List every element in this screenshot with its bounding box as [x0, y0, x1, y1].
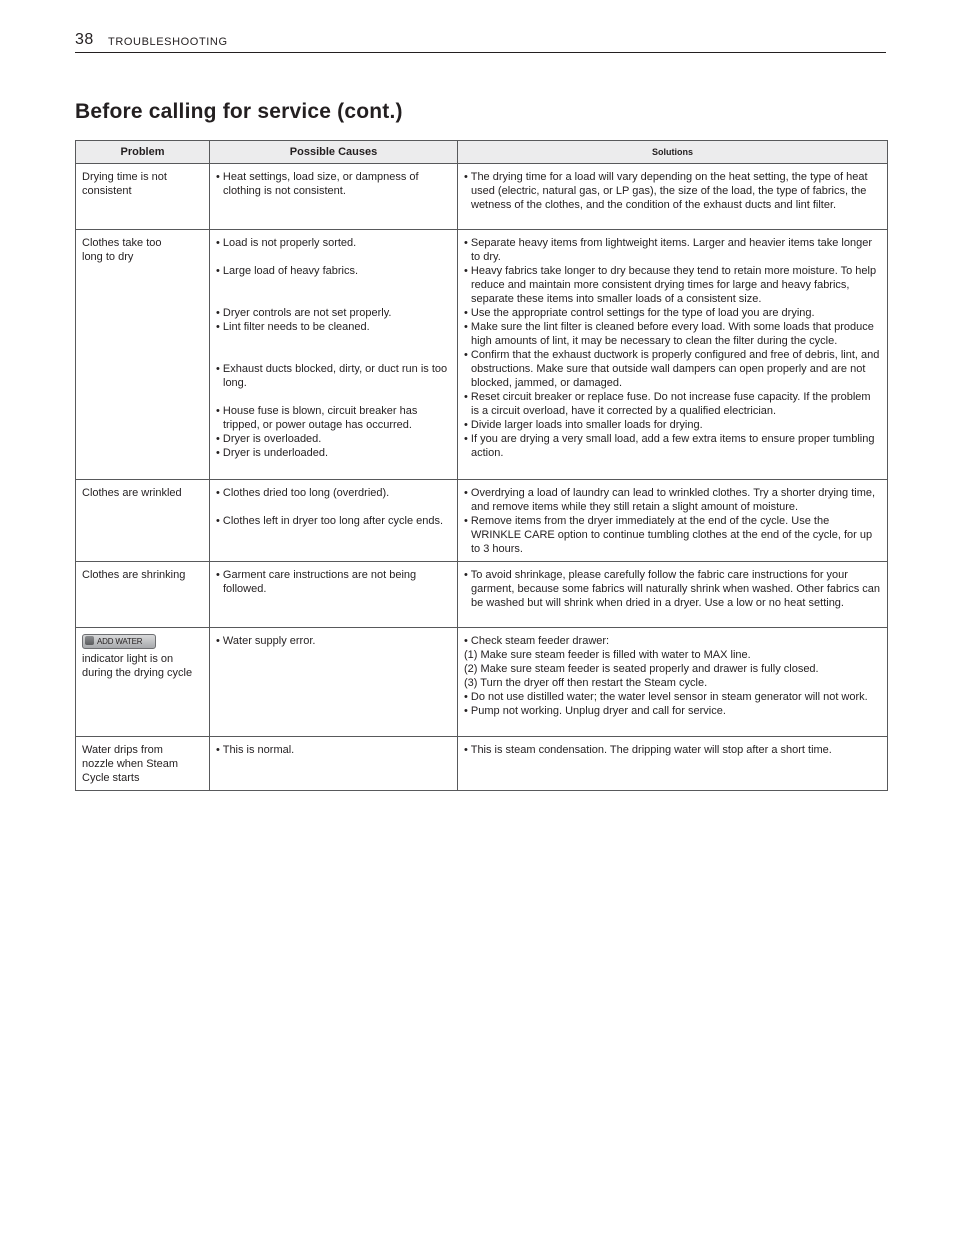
table-row	[76, 562, 888, 628]
solutions-cell	[458, 737, 888, 791]
problem-text: nozzle when Steam	[82, 758, 178, 770]
problem-text: Cycle starts	[82, 772, 140, 784]
solution-item: • If you are drying a very small load, add a few extra items to ensure proper tumbling action.	[464, 433, 875, 459]
cause-item: • Dryer is overloaded.	[216, 433, 322, 445]
solutions-cell	[458, 230, 888, 480]
cause-item: • Garment care instructions are not being followed.	[216, 569, 417, 595]
solution-item: • Reset circuit breaker or replace fuse. Do not increase fuse capacity. If the problem is a circuit overload, have it corrected by a qualified electrician.	[464, 391, 871, 417]
solutions-cell	[458, 562, 888, 628]
causes-cell	[210, 230, 458, 480]
problem-text: Drying time is not consistent	[82, 171, 167, 197]
solution-item: • Heavy fabrics take longer to dry because they tend to retain more moisture. To help reduce and maintain more consistent drying times for large and heavy fabrics, separate these items into smaller loads of a consistent size.	[464, 265, 877, 305]
solution-step: (2) Make sure steam feeder is seated properly and drawer is fully closed.	[464, 663, 819, 675]
problem-text: Water drips from	[82, 744, 163, 756]
solution-item: • Divide larger loads into smaller loads for drying.	[464, 419, 703, 431]
cause-item: • Large load of heavy fabrics.	[216, 265, 359, 277]
cause-item: • Exhaust ducts blocked, dirty, or duct run is too long.	[216, 363, 448, 389]
solution-item: • Overdrying a load of laundry can lead to wrinkled clothes. Try a shorter drying time, and remove items while they still retain a slight amount of moisture.	[464, 487, 876, 513]
causes-cell	[210, 737, 458, 791]
solution-item: • Do not use distilled water; the water level sensor in steam generator will not work.	[464, 691, 868, 703]
table-row	[76, 480, 888, 562]
solution-item: • Use the appropriate control settings for the type of load you are drying.	[464, 307, 815, 319]
problem-text: Clothes are wrinkled	[82, 487, 182, 499]
problem-cell	[76, 737, 210, 791]
cause-item: • Dryer is underloaded.	[216, 447, 329, 459]
problem-cell	[76, 164, 210, 230]
solutions-cell	[458, 480, 888, 562]
cause-item: • Dryer controls are not set properly.	[216, 307, 392, 319]
cause-item: • Clothes dried too long (overdried).	[216, 487, 390, 499]
problem-cell	[76, 562, 210, 628]
solution-item: • Separate heavy items from lightweight items. Larger and heavier items take longer to dry.	[464, 237, 873, 263]
cause-item: • Load is not properly sorted.	[216, 237, 357, 249]
causes-cell	[210, 480, 458, 562]
add-water-label: ADD WATER	[97, 637, 143, 646]
solution-step: (1) Make sure steam feeder is filled with water to MAX line.	[464, 649, 751, 661]
causes-cell	[210, 164, 458, 230]
solutions-cell	[458, 164, 888, 230]
add-water-indicator-icon	[82, 634, 156, 649]
causes-cell	[210, 628, 458, 737]
causes-cell	[210, 562, 458, 628]
cause-item: • Water supply error.	[216, 635, 316, 647]
troubleshooting-table	[75, 140, 888, 791]
solution-item: • Remove items from the dryer immediately at the end of the cycle. Use the WRINKLE CARE option to continue tumbling clothes at the end of the cycle, for up to 3 hours.	[464, 515, 873, 555]
problem-cell	[76, 628, 210, 737]
solution-item: • The drying time for a load will vary depending on the heat setting, the type of heat used (electric, natural gas, or LP gas), the size of the load, the type of fabrics, the wetness of the clothes, and the condition of the exhaust ducts and lint filter.	[464, 171, 868, 211]
column-header-solutions: Solutions	[458, 141, 888, 164]
page-number: 38	[75, 31, 94, 48]
cause-item: • House fuse is blown, circuit breaker has tripped, or power outage has occurred.	[216, 405, 418, 431]
solution-item: • Pump not working. Unplug dryer and call for service.	[464, 705, 726, 717]
solution-item: • Check steam feeder drawer:	[464, 635, 610, 647]
page-title: Before calling for service (cont.)	[75, 100, 403, 123]
problem-cell	[76, 480, 210, 562]
section-label: TROUBLESHOOTING	[108, 36, 228, 48]
cause-item: • Heat settings, load size, or dampness of clothing is not consistent.	[216, 171, 419, 197]
problem-cell	[76, 230, 210, 480]
cause-item: • Clothes left in dryer too long after cycle ends.	[216, 515, 444, 527]
solution-item: • Make sure the lint filter is cleaned before every load. With some loads that produce high amounts of lint, it may be necessary to clean the filter during the cycle.	[464, 321, 874, 347]
table-row	[76, 164, 888, 230]
problem-text: long to dry	[82, 251, 134, 263]
solution-step: (3) Turn the dryer off then restart the Steam cycle.	[464, 677, 708, 689]
solution-item: • Confirm that the exhaust ductwork is properly configured and free of debris, lint, and obstructions. Make sure that outside wall dampers can open properly and are not blocked, jammed, or damaged.	[464, 349, 880, 389]
cause-item: • This is normal.	[216, 744, 295, 756]
problem-text: Clothes take too	[82, 237, 162, 249]
table-row	[76, 230, 888, 480]
solutions-cell	[458, 628, 888, 737]
table-row	[76, 737, 888, 791]
page-header	[75, 30, 886, 53]
solution-item: • To avoid shrinkage, please carefully follow the fabric care instructions for your garment, because some fabrics will naturally shrink when washed. Other fabrics can be washed but will shrink when dried in a dryer. Use a low or no heat setting.	[464, 569, 881, 609]
column-header-problem: Problem	[76, 141, 210, 164]
column-header-possible-causes: Possible Causes	[210, 141, 458, 164]
problem-text: Clothes are shrinking	[82, 569, 186, 581]
cause-item: • Lint filter needs to be cleaned.	[216, 321, 370, 333]
solution-item: • This is steam condensation. The dripping water will stop after a short time.	[464, 744, 832, 756]
table-row	[76, 628, 888, 737]
problem-text: indicator light is on during the drying cycle	[82, 653, 193, 679]
indicator-light-icon	[85, 636, 94, 645]
table-header-row	[76, 141, 888, 164]
